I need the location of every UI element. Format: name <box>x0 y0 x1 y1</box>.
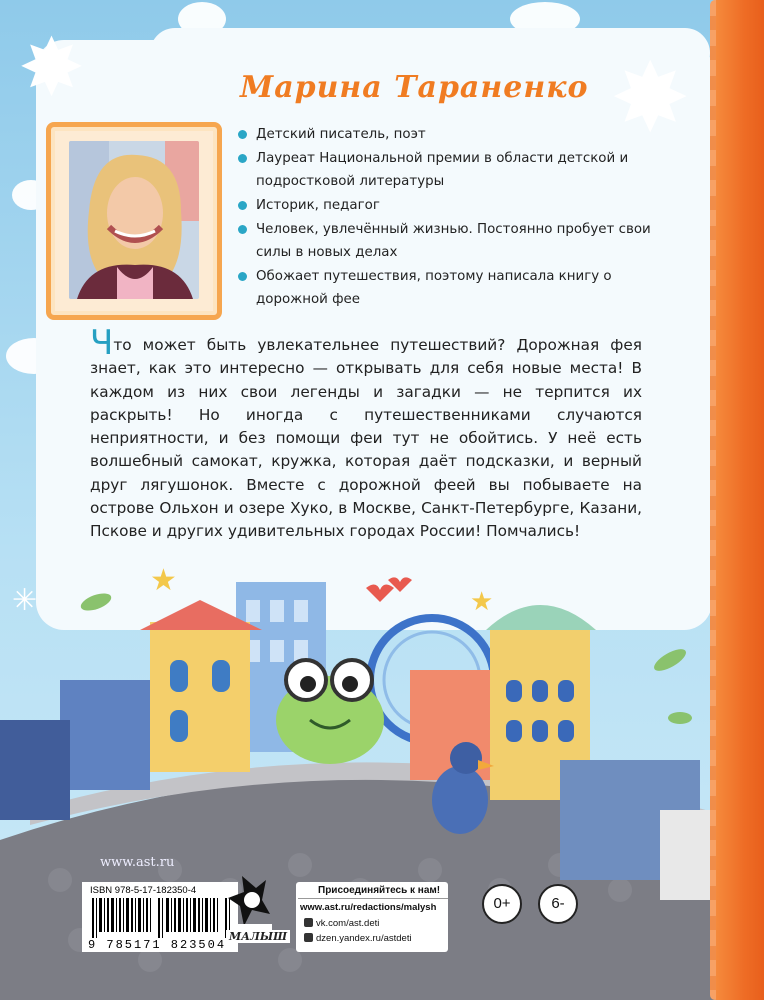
author-facts-list <box>238 123 678 312</box>
dzen-icon <box>304 933 313 942</box>
fact-text: Историк, педагог <box>256 198 380 213</box>
description-text: то может быть увлекательнее путешествий? Дорожная фея знает, как это интересно — открывать для себя новые места! В каждом из них свои легенды и загадки — не терпится их раскрыть! Но иногда с путешественниками случаются неприятности, и без помощи феи тут не обойтись. У неё есть волшебный самокат, кружка, которая даёт подсказки, и верный друг лягушонок. Вместе с дорожной феей вы побываете на острове Ольхон и озере Хуко, в Москве, Санкт-Петербурге, Казани, Пскове и других удивительных городах России! Помчались! <box>90 336 642 541</box>
fact-text: Человек, увлечённый жизнью. Постоянно пробует свои силы в новых делах <box>256 222 651 260</box>
fact-item <box>238 147 678 193</box>
barcode-digits: 9 785171 823504 <box>88 938 227 952</box>
white-star-icon: ✸ <box>18 21 86 114</box>
bullet-icon <box>238 130 247 139</box>
fact-text: Лауреат Национальной премии в области детской и подростковой литературы <box>256 151 629 189</box>
social-dzen <box>304 933 412 944</box>
svg-text:✳: ✳ <box>12 583 38 618</box>
publisher-logo-text: МАЛЫШ <box>226 930 290 943</box>
fact-text: Обожает путешествия, поэтому написала книгу о дорожной фее <box>256 269 612 307</box>
fact-item <box>238 218 678 264</box>
publisher-url: www.ast.ru/redactions/malysh <box>300 902 437 913</box>
svg-text:★: ★ <box>150 563 177 598</box>
social-vk <box>304 918 379 929</box>
bullet-icon <box>238 225 247 234</box>
fact-item <box>238 194 678 217</box>
book-spine <box>716 0 764 1000</box>
barcode <box>92 898 232 938</box>
fact-item <box>238 265 678 311</box>
vk-icon <box>304 918 313 927</box>
author-photo <box>69 141 199 299</box>
author-name: Марина Тараненко <box>240 70 589 105</box>
fact-text: Детский писатель, поэт <box>256 127 426 142</box>
svg-text:★: ★ <box>470 587 494 617</box>
bullet-icon <box>238 272 247 281</box>
age-rating-0: 0+ <box>482 884 522 924</box>
social-dzen-text: dzen.yandex.ru/astdeti <box>316 933 412 944</box>
social-vk-text: vk.com/ast.deti <box>316 918 380 929</box>
join-title: Присоединяйтесь к нам! <box>318 885 441 896</box>
website-url: www.ast.ru <box>100 855 175 870</box>
divider <box>298 898 448 899</box>
drop-cap: Ч <box>90 323 114 363</box>
white-star-icon: ✸ <box>610 42 691 154</box>
isbn-text: ISBN 978-5-17-182350-4 <box>90 885 197 896</box>
age-rating-6: 6- <box>538 884 578 924</box>
fact-item <box>238 123 678 146</box>
bullet-icon <box>238 154 247 163</box>
book-description <box>90 323 642 544</box>
author-photo-frame <box>46 122 222 320</box>
bullet-icon <box>238 201 247 210</box>
